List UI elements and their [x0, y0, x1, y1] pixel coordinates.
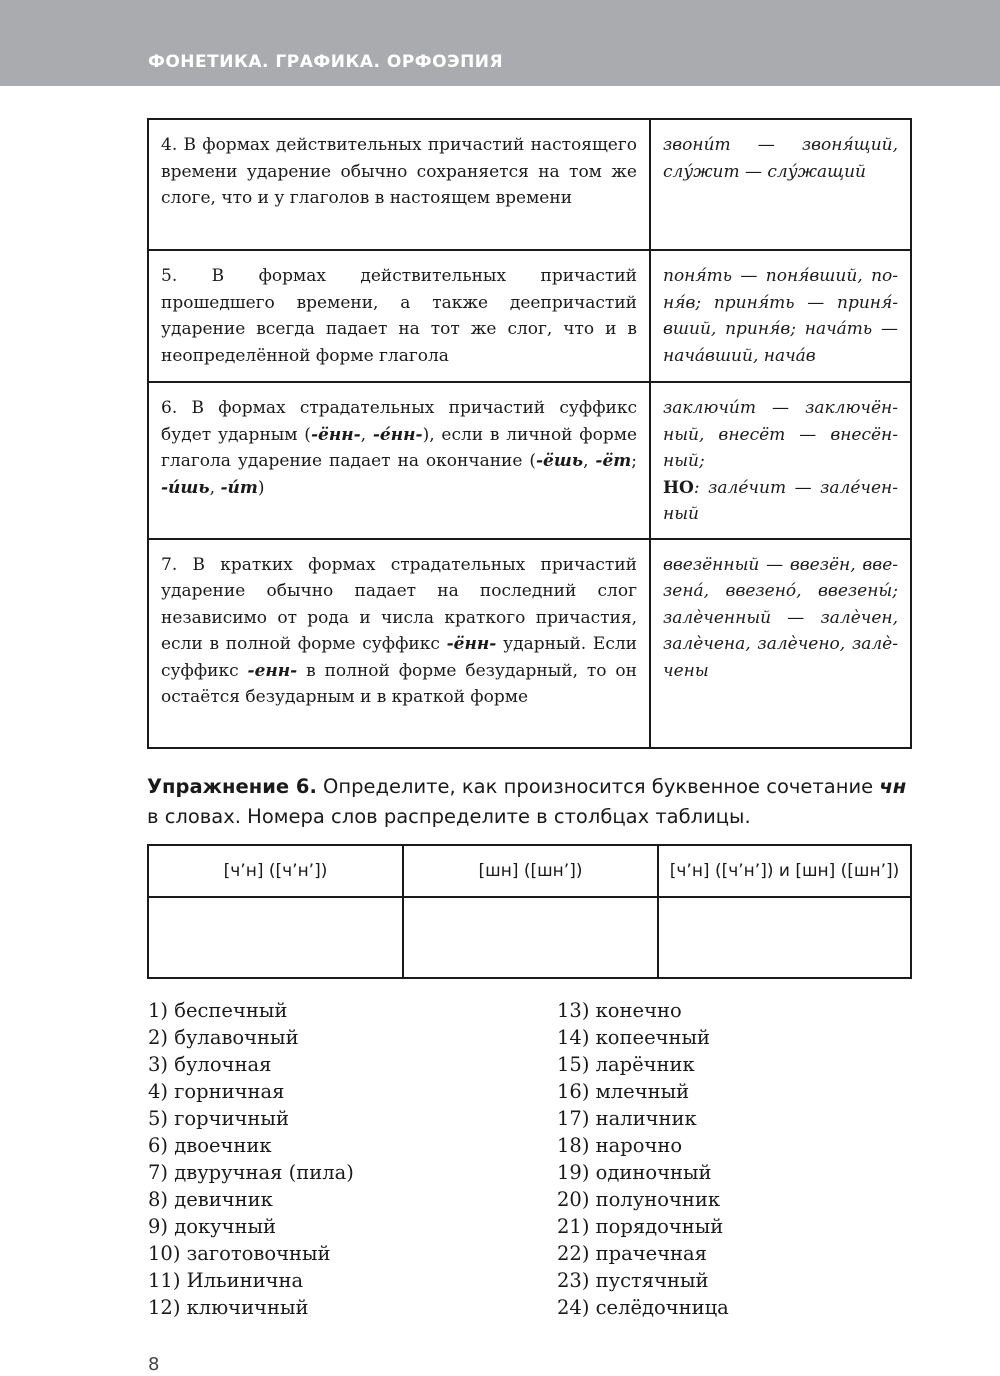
example-line: слу́жит — слу́жащий — [663, 161, 866, 182]
list-item: 15) ларёчник — [557, 1053, 695, 1076]
example-text: : зале́чит — зале́чен- — [693, 477, 898, 498]
table-row — [148, 382, 911, 539]
separator: , — [209, 477, 221, 498]
list-item: 14) копеечный — [557, 1026, 711, 1049]
example-cell — [650, 119, 911, 250]
ending: -ёшь — [536, 451, 584, 471]
list-item: 16) млечный — [557, 1080, 690, 1103]
suffix: -е́нн- — [372, 424, 423, 445]
example-line: ный; — [663, 451, 705, 471]
list-item: 24) селёдочница — [557, 1296, 729, 1319]
table-header-row — [148, 845, 911, 897]
list-item: 13) конечно — [557, 999, 682, 1022]
list-item: 11) Ильинична — [148, 1269, 304, 1292]
table-row — [148, 897, 911, 978]
suffix: -ённ- — [310, 424, 361, 445]
answer-table — [147, 844, 912, 979]
table-row — [148, 539, 911, 748]
example-line: ввезённый — ввезён, вве- — [663, 554, 898, 575]
example-line: поня́ть — поня́вший, по- — [663, 266, 898, 286]
list-item: 3) булочная — [148, 1053, 272, 1076]
example-line — [663, 475, 898, 502]
answer-cell[interactable] — [403, 897, 658, 978]
example-line: вший, приня́в; нача́ть — — [663, 319, 898, 339]
list-item: 1) беспечный — [148, 999, 288, 1022]
ending: -и́шь — [161, 477, 210, 498]
separator: , — [583, 451, 596, 471]
rule-cell — [148, 382, 650, 539]
column-header: [ч’н] ([ч’н’]) и [шн] ([шн’]) — [658, 845, 911, 897]
list-item: 21) порядочный — [557, 1215, 724, 1238]
list-item: 7) двуручная (пила) — [148, 1161, 354, 1184]
but-marker: НО — [663, 477, 694, 498]
separator: , — [360, 424, 373, 445]
page-header — [0, 0, 1000, 86]
example-line: зена́, ввезено́, ввезены́; — [663, 581, 898, 601]
list-item: 8) девичник — [148, 1188, 273, 1211]
exercise-text: в словах. Номера слов распределите в столбцах таблицы. — [147, 805, 751, 828]
list-item: 9) докучный — [148, 1215, 277, 1238]
rule-cell: 4. В формах действительных причастий настоящего времени ударение обычно сохраняется на том же слоге, что и у глаголов в настоящем времени — [148, 119, 650, 250]
rule-text: 7. В кратких формах страдательных причастий ударение обычно падает на последний слог независимо от рода и числа краткого причастия, если в полной форме суффикс — [161, 554, 637, 654]
list-item: 6) двоечник — [148, 1134, 272, 1157]
rule-text: ударный. Если суффикс — [161, 634, 637, 681]
ending: -и́т — [220, 477, 258, 498]
list-item: 17) наличник — [557, 1107, 697, 1130]
list-item: 18) нарочно — [557, 1134, 683, 1157]
example-cell — [650, 250, 911, 382]
exercise-text: Определите, как произносится буквенное сочетание — [316, 775, 880, 798]
suffix: -ённ- — [446, 634, 497, 654]
list-item: 23) пустячный — [557, 1269, 709, 1292]
column-header: [шн] ([шн’]) — [403, 845, 658, 897]
example-line: ня́в; приня́ть — приня́- — [663, 292, 898, 313]
section-title: ФОНЕТИКА. ГРАФИКА. ОРФОЭПИЯ — [148, 52, 504, 72]
suffix: -енн- — [247, 660, 298, 681]
example-line: чены — [663, 660, 709, 681]
list-item: 2) булавочный — [148, 1026, 299, 1049]
rule-cell — [148, 539, 650, 748]
example-line: нача́вший, нача́в — [663, 345, 816, 366]
example-cell — [650, 539, 911, 748]
list-item: 20) полуночник — [557, 1188, 721, 1211]
letter-combination: чн — [879, 775, 907, 798]
word-list-left — [148, 997, 354, 1321]
list-item: 19) одиночный — [557, 1161, 712, 1184]
list-item: 10) заготовочный — [148, 1242, 331, 1265]
example-line: залѐчена, залѐчено, залѐ- — [663, 634, 898, 654]
table-row — [148, 119, 911, 250]
rule-text: ) — [257, 477, 265, 498]
rules-table — [147, 118, 912, 749]
ending: -ёт — [595, 451, 632, 471]
list-item: 22) прачечная — [557, 1242, 707, 1265]
rule-text: 6. В формах страдательных причастий суффикс будет ударным ( — [161, 398, 637, 445]
example-line: звони́т — звоня́щий, — [663, 135, 898, 155]
exercise-label: Упражнение 6. — [147, 775, 317, 798]
rule-cell: 5. В формах действительных причастий прошедшего времени, а также деепричастий ударение всегда падает на тот же слог, что и в неопределённой форме глагола — [148, 250, 650, 382]
answer-cell[interactable] — [148, 897, 403, 978]
example-line: заключи́т — заключён- — [663, 398, 898, 418]
column-header: [ч’н] ([ч’н’]) — [148, 845, 403, 897]
list-item: 4) горничная — [148, 1080, 285, 1103]
separator: ; — [631, 451, 638, 471]
example-line: ный, внесёт — внесён- — [663, 424, 898, 445]
answer-cell[interactable] — [658, 897, 911, 978]
rule-text: ), если в личной форме глагола ударение падает на окончание ( — [161, 424, 638, 471]
table-row — [148, 250, 911, 382]
example-line: ный — [663, 504, 699, 524]
exercise-task — [147, 772, 917, 832]
example-line: залѐченный — залѐчен, — [663, 607, 898, 628]
page-number: 8 — [148, 1354, 160, 1375]
example-cell — [650, 382, 911, 539]
rule-text: в полной форме безударный, то он остаётся безударным и в краткой форме — [161, 660, 637, 707]
word-list-right — [557, 997, 729, 1321]
list-item: 12) ключичный — [148, 1296, 309, 1319]
list-item: 5) горчичный — [148, 1107, 289, 1130]
